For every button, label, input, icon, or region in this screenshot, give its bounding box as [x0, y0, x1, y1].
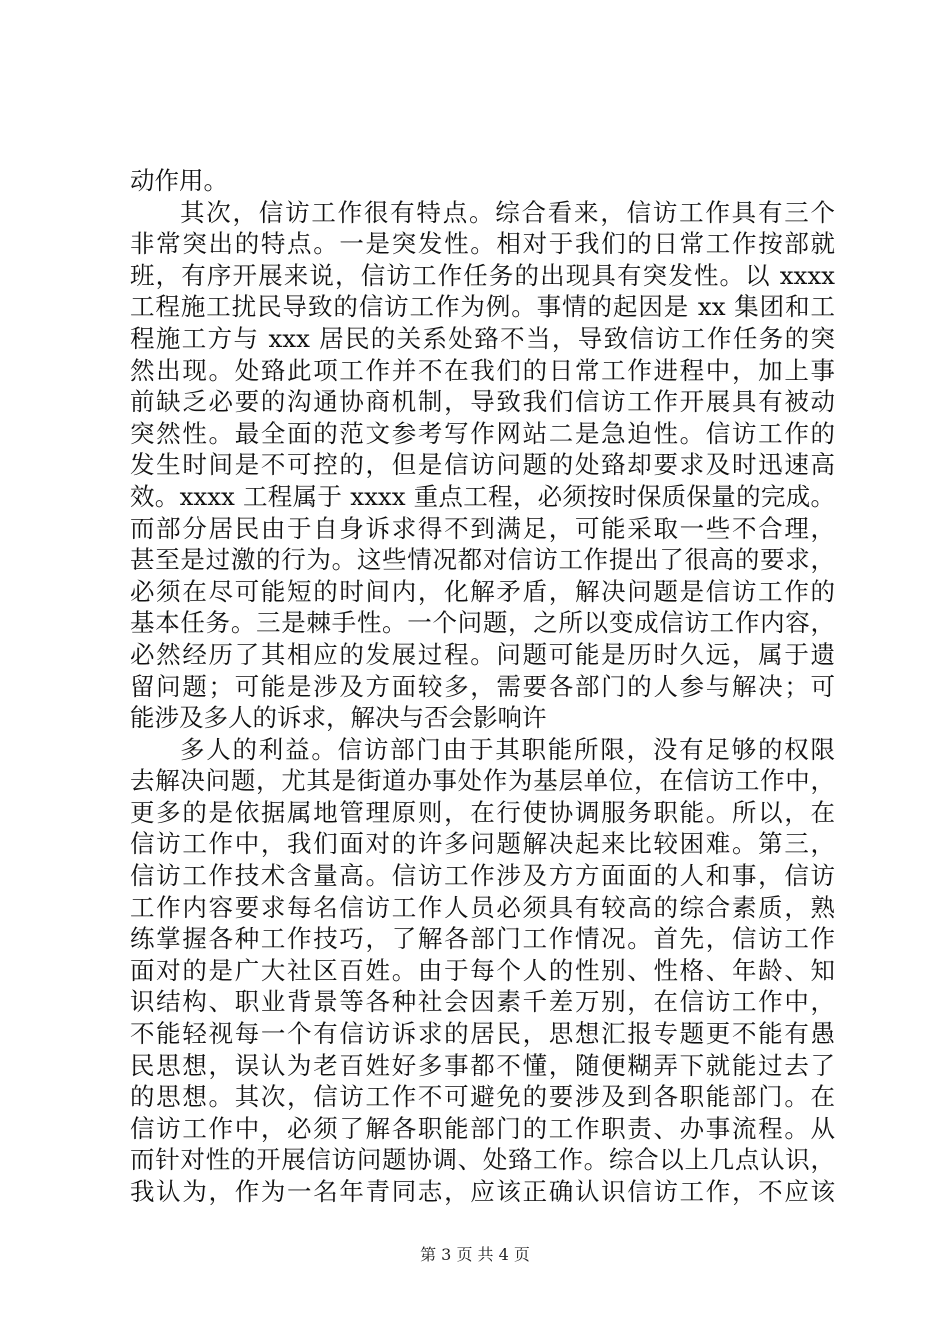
text-line: 去解决问题，尤其是街道办事处作为基层单位，在信访工作中，: [130, 766, 835, 796]
text-line: 动作用。: [130, 166, 228, 195]
text-line: 突然性。最全面的范文参考写作网站二是急迫性。信访工作的: [130, 418, 835, 448]
text-line: 更多的是依据属地管理原则，在行使协调服务职能。所以，在: [130, 797, 835, 827]
text-line: 信访工作中，必须了解各职能部门的工作职责、办事流程。从: [130, 1113, 835, 1143]
text-line: 信访工作中，我们面对的许多问题解决起来比较困难。第三，: [130, 829, 835, 859]
text-line: 识结构、职业背景等各种社会因素千差万别，在信访工作中，: [130, 987, 835, 1017]
body-text: [130, 165, 835, 1208]
text-line: 能涉及多人的诉求，解决与否会影响许: [130, 703, 547, 733]
text-line: 程施工方与 xxx 居民的关系处臵不当，导致信访工作任务的突: [130, 323, 835, 353]
text-line: 非常突出的特点。一是突发性。相对于我们的日常工作按部就: [130, 229, 835, 259]
text-line: 效。xxxx 工程属于 xxxx 重点工程，必须按时保质保量的完成。: [130, 481, 835, 511]
text-line: 工作内容要求每名信访工作人员必须具有较高的综合素质，熟: [130, 892, 835, 922]
text-line: 面对的是广大社区百姓。由于每个人的性别、性格、年龄、知: [130, 955, 835, 985]
page-footer: 第 3 页 共 4 页: [420, 1245, 530, 1264]
text-line: 不能轻视每一个有信访诉求的居民，思想汇报专题更不能有愚: [130, 1019, 835, 1049]
text-line: 留问题；可能是涉及方面较多，需要各部门的人参与解决；可: [130, 671, 835, 701]
text-line: 发生时间是不可控的，但是信访问题的处臵却要求及时迅速高: [130, 450, 835, 480]
text-line: 班，有序开展来说，信访工作任务的出现具有突发性。以 xxxx: [130, 260, 835, 290]
text-line: 基本任务。三是棘手性。一个问题，之所以变成信访工作内容，: [130, 608, 835, 638]
text-line: 多人的利益。信访部门由于其职能所限，没有足够的权限: [180, 734, 835, 764]
text-line: 工程施工扰民导致的信访工作为例。事情的起因是 xx 集团和工: [130, 292, 835, 322]
text-line: 必须在尽可能短的时间内，化解矛盾，解决问题是信访工作的: [130, 576, 835, 606]
text-line: 信访工作技术含量高。信访工作涉及方方面面的人和事，信访: [130, 861, 835, 891]
text-line: 练掌握各种工作技巧，了解各部门工作情况。首先，信访工作: [130, 924, 835, 954]
text-line: 我认为，作为一名年青同志，应该正确认识信访工作，不应该: [130, 1177, 835, 1206]
text-line: 必然经历了其相应的发展过程。问题可能是历时久远，属于遗: [130, 639, 835, 669]
text-line: 的思想。其次，信访工作不可避免的要涉及到各职能部门。在: [130, 1082, 835, 1112]
text-line: 而部分居民由于自身诉求得不到满足，可能采取一些不合理，: [130, 513, 835, 543]
text-line: 然出现。处臵此项工作并不在我们的日常工作进程中，加上事: [130, 355, 835, 385]
text-line: 甚至是过激的行为。这些情况都对信访工作提出了很高的要求，: [130, 545, 835, 575]
text-line: 其次，信访工作很有特点。综合看来，信访工作具有三个: [180, 197, 835, 227]
text-line: 前缺乏必要的沟通协商机制，导致我们信访工作开展具有被动: [130, 387, 835, 417]
text-line: 而针对性的开展信访问题协调、处臵工作。综合以上几点认识，: [130, 1145, 835, 1175]
text-line: 民思想，误认为老百姓好多事都不懂，随便糊弄下就能过去了: [130, 1050, 835, 1080]
